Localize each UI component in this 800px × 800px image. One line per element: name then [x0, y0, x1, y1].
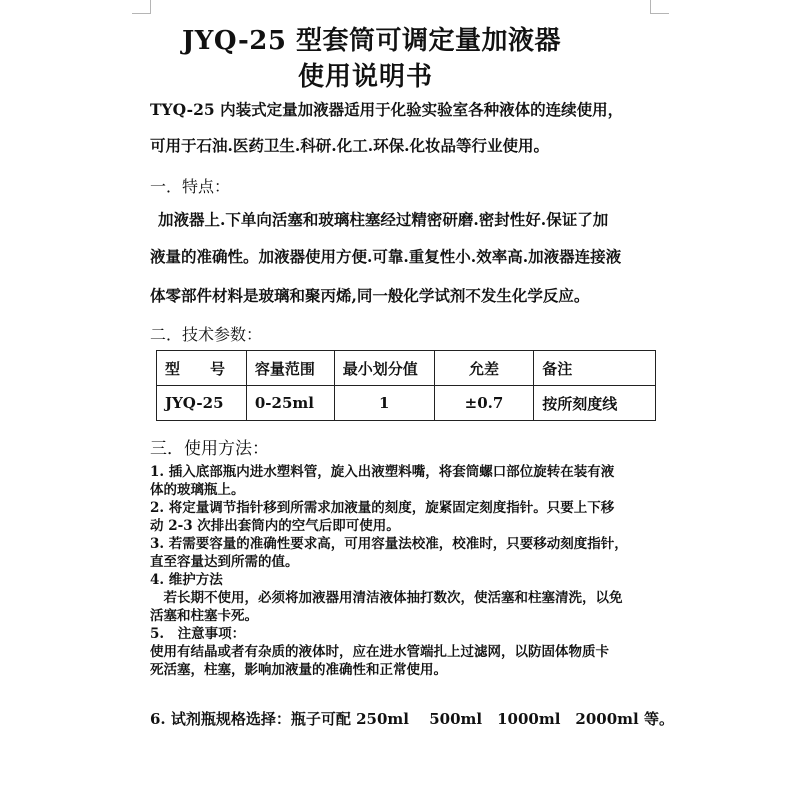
intro-line: TYQ-25 内装式定量加液器适用于化验实验室各种液体的连续使用， [150, 100, 624, 119]
spec-table [156, 350, 656, 421]
table-header-cell: 备注 [534, 351, 656, 386]
page-corner-mark [150, 0, 151, 14]
document-title: JYQ-25 型套筒可调定量加液器 [182, 26, 561, 56]
table-header-cell: 允差 [434, 351, 534, 386]
usage-line: 5. 注意事项： [150, 626, 246, 642]
usage-line: 死活塞，柱塞，影响加液量的准确性和正常使用。 [150, 662, 447, 678]
page-corner-mark [651, 13, 669, 14]
page-corner-mark [650, 0, 651, 14]
table-row [157, 386, 656, 421]
table-cell: 1 [334, 386, 434, 421]
table-cell: JYQ-25 [157, 386, 247, 421]
page-corner-mark [132, 13, 150, 14]
features-line: 加液器上.下单向活塞和玻璃柱塞经过精密研磨.密封性好.保证了加 [158, 210, 609, 229]
section-heading-features: 一．特点： [150, 177, 231, 196]
table-cell: 按所刻度线 [534, 386, 656, 421]
usage-line: 若长期不使用，必须将加液器用清洁液体抽打数次，使活塞和柱塞清洗，以免 [150, 590, 623, 606]
usage-instructions [150, 463, 660, 679]
section-heading-usage: 三．使用方法： [150, 439, 269, 459]
table-cell: 0-25ml [246, 386, 334, 421]
intro-line: 可用于石油.医药卫生.科研.化工.环保.化妆品等行业使用。 [150, 136, 549, 155]
section-heading-specs: 二．技术参数： [150, 325, 263, 344]
usage-line: 2. 将定量调节指针移到所需求加液量的刻度，旋紧固定刻度指针。只要上下移 [150, 500, 615, 516]
usage-line: 动 2-3 次排出套筒内的空气后即可使用。 [150, 518, 400, 534]
document-subtitle: 使用说明书 [298, 62, 434, 92]
features-line: 液量的准确性。加液器使用方便.可靠.重复性小.效率高.加液器连接液 [150, 247, 622, 266]
usage-line: 活塞和柱塞卡死。 [150, 608, 258, 624]
features-line: 体零部件材料是玻璃和聚丙烯,同一般化学试剂不发生化学反应。 [150, 286, 590, 305]
table-cell: ±0.7 [434, 386, 534, 421]
usage-line: 1. 插入底部瓶内进水塑料管，旋入出液塑料嘴，将套筒螺口部位旋转在装有液 [150, 464, 615, 480]
usage-line: 3. 若需要容量的准确性要求高，可用容量法校准，校准时，只要移动刻度指针， [150, 536, 628, 552]
usage-line: 体的玻璃瓶上。 [150, 482, 245, 498]
table-header-cell: 容量范围 [246, 351, 334, 386]
table-header-cell: 型 号 [157, 351, 247, 386]
bottle-spec-line: 6. 试剂瓶规格选择：瓶子可配 250ml 500ml 1000ml 2000ml 等。 [150, 710, 674, 728]
usage-line: 4. 维护方法 [150, 572, 223, 588]
usage-line: 使用有结晶或者有杂质的液体时，应在进水管端扎上过滤网，以防固体物质卡 [150, 644, 609, 660]
table-header-row [157, 351, 656, 386]
table-header-cell: 最小划分值 [334, 351, 434, 386]
usage-line: 直至容量达到所需的值。 [150, 554, 299, 570]
